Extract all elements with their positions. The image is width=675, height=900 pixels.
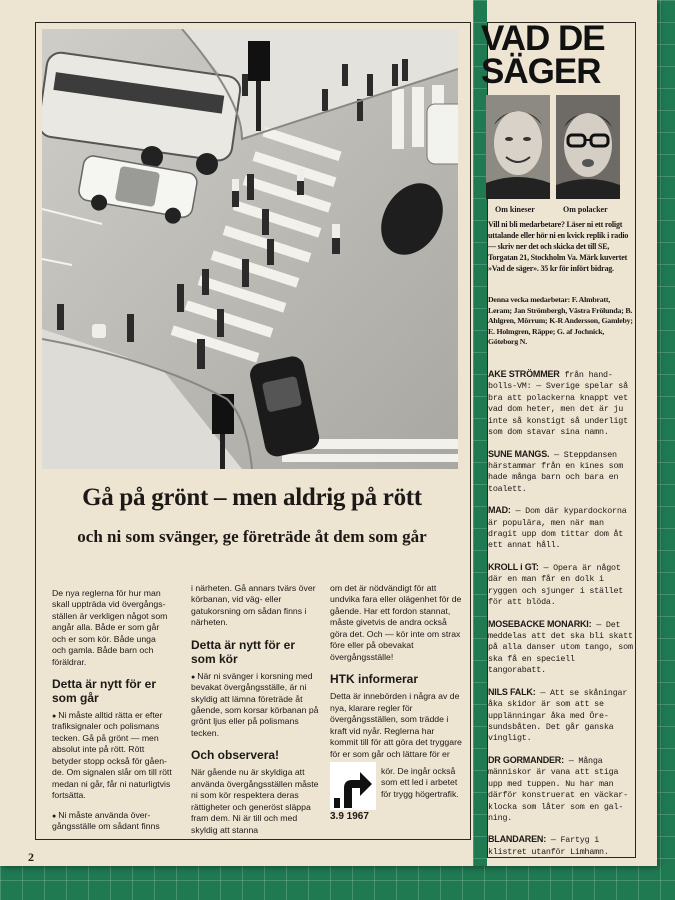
column-3-continuation: om det är nödvändigt för att undvika fara eller olägenhet för de gående. Har ett fordon stannat, måste givetvis de andra också göra det. Och — kör inte om strax före eller på obevakat övergångsställe! <box>330 583 462 662</box>
htk-logo-date: 3.9 1967 <box>330 811 369 822</box>
quote-item <box>488 833 634 858</box>
quote-source: KROLL i GT: <box>488 561 539 572</box>
quote-text: — Dom där kypardockorna är populära, men när man dragit upp dom tittar dom åt ett annat håll. <box>488 506 627 551</box>
htk-paragraph-2: kör. De ingår också som ett led i arbetet för trygg högertrafik. <box>381 766 459 799</box>
htk-paragraph-2-wrap <box>381 766 463 802</box>
quote-item <box>488 448 634 496</box>
quote-source: SUNE MANGS. <box>488 448 550 459</box>
quote-text: — Att se skåningar åka skidor är som att se upplänningar åka med Öresundsbåten. Det går ganska vingligt. <box>488 687 628 744</box>
quote-item <box>488 618 634 677</box>
quote-text: — Många människor är vana att stiga upp med tuppen. Nu har man därför konstruerat en väckarklocka som låter som en galning. <box>488 755 629 823</box>
quote-item <box>488 561 634 609</box>
quote-source: AKE STRÖMMER <box>488 369 560 379</box>
portrait-photo-right <box>556 95 620 199</box>
portrait-caption-right: Om polacker <box>563 205 608 214</box>
quote-text: — Steppdansen härstammar från en kines som hade många barn och bara en toalett. <box>488 449 624 494</box>
crosswalk-photo <box>42 29 458 469</box>
column-2-continuation: i närheten. Gå annars tvärs över körbanan, vid väg- eller gatukorsning om sådan finns i närheten. <box>191 583 316 628</box>
sidebar-contributors: Denna vecka medarbetar: F. Almbratt, Leram; Jan Strömbergh, Västra Frölunda; B. Ahlgren, Mörrum; K-R Andersson, Gamleby; E. Holmgren, Räppe; G. af Jochnick, Göteborg N. <box>488 295 633 347</box>
sidebar-title <box>481 19 631 91</box>
quote-item <box>488 686 634 745</box>
quote-source: MAD: <box>488 505 511 516</box>
driver-rule-1: ● När ni svänger i korsning med bevakat övergångsställe, är ni skyldig att lämna företräde åt gående, som korsar körbanan på grönt ljus eller på polismans tecken. <box>191 671 321 740</box>
quote-item <box>488 504 634 552</box>
quote-item <box>488 368 634 439</box>
page-number: 2 <box>28 850 34 864</box>
quote-text: — Fartyg i klistret utanför Limhamn. <box>488 835 609 857</box>
page-gutter <box>473 0 487 866</box>
quote-item <box>488 754 634 825</box>
quote-text: från handbolls-VM: — Sverige spelar så bra att polackerna knappt vet vad dom heter, men det är ju inte så konstigt så underligt som dom stavar sina namn. <box>488 370 628 438</box>
article-column-2 <box>191 583 321 838</box>
article-column-1 <box>52 588 172 835</box>
htk-paragraph-1: Detta är innebörden i några av de nya, klarare regler för övergångsställen, som trädde i kraft vid nyår. Reglerna har kommit till för att göra det tryggare för er som går och lättare för er <box>330 691 462 759</box>
quote-source: NILS FALK: <box>488 686 536 697</box>
sidebar-title-line-2: SÄGER <box>481 52 601 91</box>
section-heading-pedestrians: Detta är nytt för er som går <box>52 677 157 706</box>
portrait-photo-left <box>486 95 550 199</box>
pedestrian-rule-1: ● Ni måste alltid rätta er efter trafiksignaler och polismans tecken. Gå på grönt — men absolut inte på rött. Rött betyder stopp också för gående. Om signalen slår om till rött medan ni går, får ni naturligtvis fortsätta. <box>52 710 172 802</box>
quote-source: BLANDAREN: <box>488 834 546 845</box>
quote-source: MOSEBACKE MONARKI: <box>488 618 592 629</box>
article-intro: De nya reglerna för hur man skall uppträda vid övergångsställen är verkligen något som angår alla. Både er som går och er som kör. Både unga och gamla. Både barn och föräldrar. <box>52 588 168 667</box>
section-heading-htk: HTK informerar <box>330 672 419 687</box>
sidebar-intro: Vill ni bli medarbetare? Läser ni ett roligt uttalande eller hör ni en kvick replik i radio — skriv ner det och skicka det till SE, Torgatan 21, Stockholm Va. Märk kuvertet »Vad de säger». 35 kr för infört bidrag. <box>488 220 629 273</box>
article-column-3 <box>330 583 462 774</box>
section-heading-drivers: Detta är nytt för er som kör <box>191 637 296 666</box>
portrait-caption-left: Om kineser <box>495 205 535 214</box>
quote-source: DR GORMANDER: <box>488 754 564 765</box>
article-headline: Gå på grönt – men aldrig på rött <box>82 484 422 511</box>
sidebar-quotes <box>488 368 634 867</box>
section-heading-observe: Och observera! <box>191 748 280 763</box>
pedestrian-rule-2: ● Ni måste använda övergångsställe om sådant finns <box>52 810 172 833</box>
quote-text: — Opera är något där en man får en dolk i ryggen och sjunger i stället för att blöda. <box>488 562 624 608</box>
sidebar-title-line-1: VAD DE <box>481 19 605 58</box>
observe-paragraph: När gående nu är skyldiga att använda övergångsställen måste ni som kör respektera deras rättigheter och generöst släppa fram dem. Ni är till och med skyldig att stanna <box>191 767 319 835</box>
article-subheadline: och ni som svänger, ge företräde åt dem som går <box>77 527 427 546</box>
quote-text: — Det meddelas att det ska bli skatt på alla danser utom tango, som ska få en speciell tangorabatt. <box>488 619 633 676</box>
right-turn-arrow-icon <box>330 762 376 814</box>
